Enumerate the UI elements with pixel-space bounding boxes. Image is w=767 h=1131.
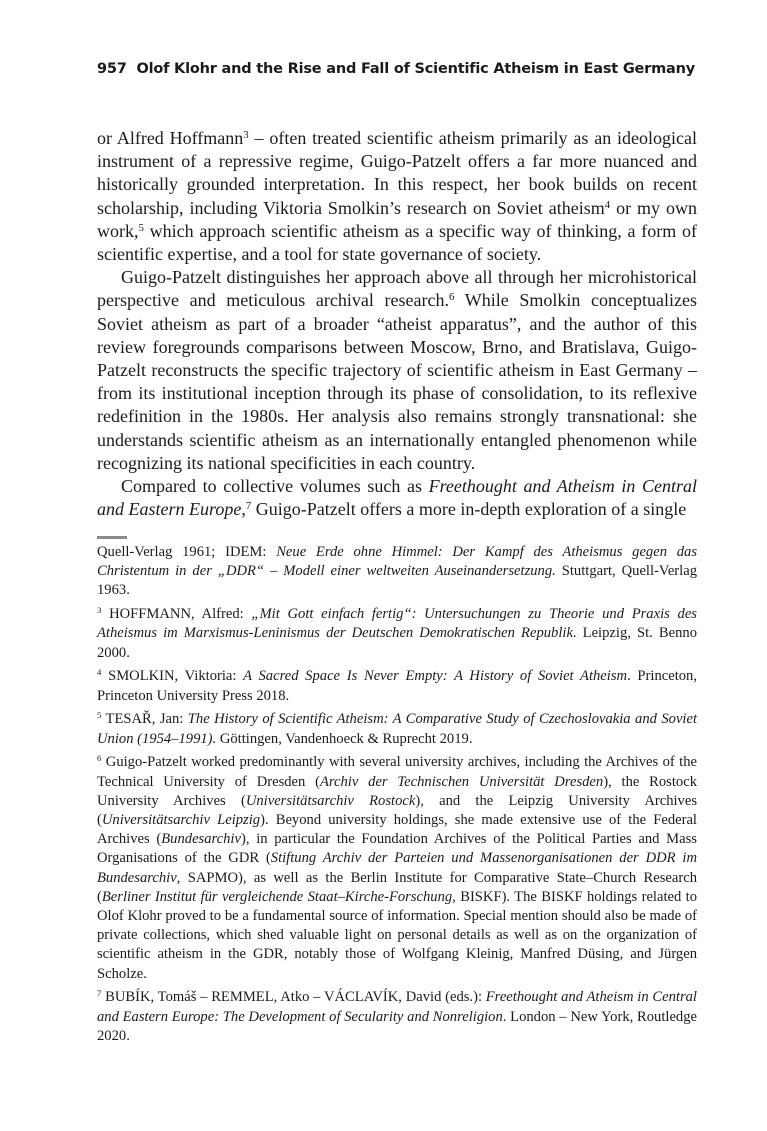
text-run: or my own work, — [97, 197, 697, 241]
footnote-4 — [97, 667, 697, 705]
body-paragraph-2 — [97, 266, 697, 475]
text-run: ). Beyond university holdings, she made extensive use of the Federal Archives ( — [97, 812, 697, 848]
footnote-separator — [97, 536, 127, 539]
text-run: – often treated scientific atheism primarily as an ideological instrument of a repressive regime, Guigo-Patzelt offers a far more nuanced and historically grounded interpretation. In this respect, her book builds on recent scholarship, including Viktoria Smolkin’s research on Soviet atheism — [97, 128, 697, 218]
text-run: which approach scientific atheism as a specific way of thinking, a form of scientific expertise, and a tool for state governance of society. — [97, 220, 697, 265]
text-run: Guigo-Patzelt distinguishes her approach above all through her microhistorical perspective and meticulous archival research. — [97, 267, 697, 311]
footnote-ref-3[interactable]: 3 — [243, 129, 249, 142]
text-run: ), the Rostock University Archives ( — [97, 773, 697, 809]
text-run: Stuttgart, Quell-Verlag 1963. — [97, 563, 697, 599]
text-run: Quell-Verlag 1961; IDEM: — [97, 544, 277, 560]
text-run: , BISKF). The BISKF holdings related to Olof Klohr proved to be a fundamental source of information. Special mention should also be made of private collections, which shed valuable light on personal details as well as on the organization of scientific atheism in the GDR, notably those of Wolfgang Kleinig, Manfred Düsing, and Jürgen Scholze. — [97, 888, 697, 982]
text-run: SMOLKIN, Viktoria: — [101, 668, 244, 685]
footnote-5 — [97, 710, 697, 748]
text-run: . Leipzig, St. Benno 2000. — [97, 625, 697, 661]
text-run: or Alfred Hoffmann — [97, 128, 244, 148]
italic-title: Berliner Institut für vergleichende Staat–Kirche-Forschung — [101, 888, 453, 905]
footnote-6 — [97, 753, 697, 983]
footnote-3 — [97, 605, 697, 663]
text-run: , SAPMO), as well as the Berlin Institute for Comparative State–Church Research ( — [97, 869, 697, 905]
italic-title: „Mit Gott einfach fertig“: Untersuchungen zu Theorie und Praxis des Atheismus im Marxismus-Leninismus der Deutschen Demokratischen Republik — [97, 606, 697, 642]
italic-title: Archiv der Technischen Universität Dresden — [319, 773, 604, 790]
italic-title: Universitätsarchiv Rostock — [245, 792, 416, 809]
italic-title: Neue Erde ohne Himmel: Der Kampf des Atheismus gegen das Christentum in der „DDR“ – Modell einer weltweiten Auseinandersetzung. — [97, 544, 698, 580]
main-text — [97, 127, 697, 521]
footnote-number: 4 — [97, 667, 102, 678]
italic-title: Bundesarchiv — [161, 831, 241, 848]
text-run: Göttingen, Vandenhoeck & Ruprecht 2019. — [216, 730, 473, 747]
body-paragraph-3 — [97, 475, 697, 521]
text-run: , — [241, 499, 246, 520]
text-run: HOFFMANN, Alfred: — [101, 606, 252, 623]
running-header — [97, 58, 697, 82]
book-title: Freethought and Atheism in Central and Eastern Europe — [97, 476, 697, 520]
text-run: . London – New York, Routledge 2020. — [97, 1008, 698, 1044]
text-run: While Smolkin conceptualizes Soviet atheism as part of a broader “atheist apparatus”, and the author of this review foregrounds comparisons between Moscow, Brno, and Bratislava, Guigo-Patzelt reconstructs the specific trajectory of scientific atheism in East Germany – from its institutional inception through its phase of consolidation, to its reflexive redefinition in the 1980s. Her analysis also remains strongly transnational: she understands scientific atheism as an internationally entangled phenomenon while recognizing its national specificities in each country. — [97, 290, 697, 473]
page-number: 957 — [97, 61, 127, 77]
text-run: ), in particular the Foundation Archives of the Political Parties and Mass Organisations of the GDR ( — [97, 831, 697, 867]
text-run: TESAŘ, Jan: — [101, 711, 188, 728]
footnote-number: 5 — [97, 710, 102, 721]
footnote-number: 3 — [97, 605, 102, 616]
footnote-continued — [97, 543, 697, 601]
text-run: Guigo-Patzelt offers a more in-depth exploration of a single — [251, 499, 687, 520]
italic-title: Universitätsarchiv Leipzig — [101, 812, 261, 829]
text-run: Compared to collective volumes such as — [121, 476, 429, 497]
running-title: Olof Klohr and the Rise and Fall of Scientific Atheism in East Germany — [136, 61, 695, 77]
text-run: . Princeton, Princeton University Press 2018. — [97, 668, 697, 704]
footnote-ref-4[interactable]: 4 — [604, 198, 611, 211]
footnote-ref-7[interactable]: 7 — [245, 500, 252, 513]
italic-title: Stiftung Archiv der Parteien und Massenorganisationen der DDR im Bundesarchiv — [97, 850, 697, 886]
italic-title: The History of Scientific Atheism: A Comparative Study of Czechoslovakia and Soviet Union (1954–1991). — [97, 711, 698, 747]
footnote-number: 6 — [97, 753, 102, 764]
text-run: BUBÍK, Tomáš – REMMEL, Atko – VÁCLAVÍK, David (eds.): — [101, 989, 486, 1006]
footnotes — [97, 543, 697, 1051]
body-paragraph-1 — [97, 127, 697, 266]
italic-title: Freethought and Atheism in Central and Eastern Europe: The Development of Secularity and Nonreligion — [97, 989, 697, 1025]
footnote-ref-5[interactable]: 5 — [138, 221, 144, 234]
footnote-number: 7 — [97, 988, 102, 999]
footnote-7 — [97, 988, 697, 1046]
footnote-ref-6[interactable]: 6 — [448, 291, 455, 304]
text-run: ), and the Leipzig University Archives ( — [97, 792, 697, 829]
text-run: Guigo-Patzelt worked predominantly with several university archives, including the Archives of the Technical University of Dresden ( — [97, 754, 697, 790]
italic-title: A Sacred Space Is Never Empty: A History of Soviet Atheism — [243, 668, 628, 685]
